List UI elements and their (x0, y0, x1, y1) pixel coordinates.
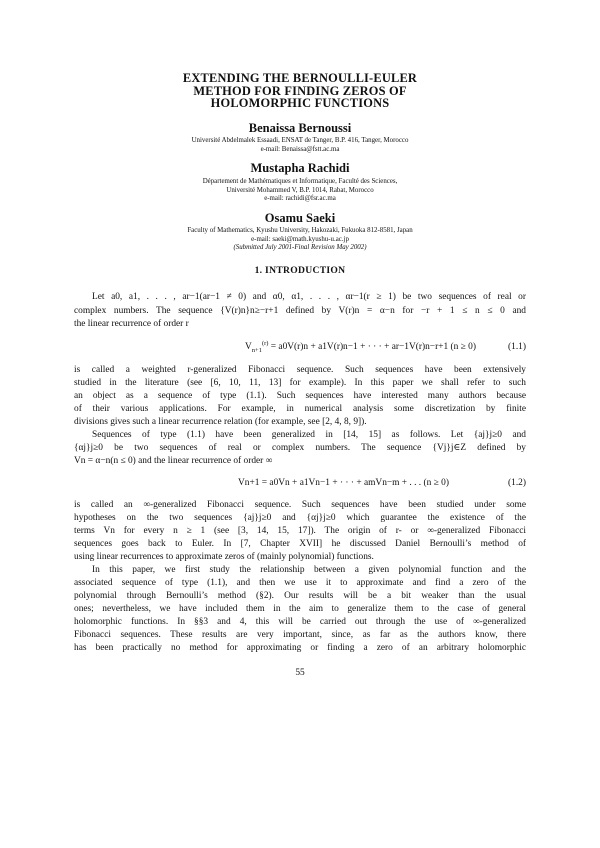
equation-1-1-body: $V_{n+1}^{(r)} = a0V(r)n + a1V(r)n-1$ + · · · + ar−1V(r)n−r+1 (n ≥ 0) (245, 339, 476, 354)
paper-title (100, 72, 500, 110)
p2-line-4: of their various applications. For example, in numerical analysis some discretization by finite (74, 404, 526, 414)
equation-1-2-body: Vn+1 = a0Vn + a1Vn−1 + · · · + amVn−m + . . . (n ≥ 0) (238, 478, 449, 488)
p5-line-5: holomorphic functions. In §§3 and 4, this will be carried out through the use of ∞-generalized (74, 617, 526, 627)
p2-line-2: studied in the literature (see [6, 10, 11, 13] for example). In this paper we shall refer to such (74, 378, 526, 388)
author-email-3: e-mail: saeki@math.kyushu-u.ac.jp (251, 235, 349, 243)
p4-line-2: hypotheses on the two sequences {aj}j≥0 and {αj}j≥0 which guarantee the existence of the (74, 513, 526, 523)
p4-line-4: sequences goes back to Euler. In [7, Chapter XVII] he discussed Daniel Bernoulli’s method of (74, 539, 526, 549)
p1-line-2: complex numbers. The sequence {V(r)n}n≥−r+1 defined by V(r)n = α−n for −r + 1 ≤ n ≤ 0 and (74, 306, 526, 316)
author-affiliation-2 (0, 178, 600, 204)
author-email-1: e-mail: Benaissa@fstt.ac.ma (260, 145, 340, 153)
p4-line-3: terms Vn for every n ≥ 1 (see [3, 14, 15, 17]). The origin of r- or ∞-generalized Fibonacci (74, 526, 526, 536)
p3-line-3: Vn = α−n(n ≤ 0) and the linear recurrence of order ∞ (74, 456, 273, 466)
submission-note: (Submitted July 2001-Final Revision May 2002) (233, 244, 367, 252)
affiliation-line: Université Mohammed V, B.P. 1014, Rabat, Morocco (226, 186, 374, 194)
p5-line-7: has been practically no method for approximating or finding a zero of an arbitrary holomorphic (74, 643, 526, 653)
title-line-2: METHOD FOR FINDING ZEROS OF (193, 83, 407, 98)
author-name-1: Benaissa Bernoussi (248, 121, 352, 135)
p5-line-1: In this paper, we first study the relationship between a given polynomial function and the (92, 565, 526, 575)
equation-1-1-number: (1.1) (508, 342, 526, 352)
affiliation-line: Faculty of Mathematics, Kyushu University, Hakozaki, Fukuoka 812-8581, Japan (187, 227, 413, 234)
p3-line-2: {αj}j≥0 be two sequences of real or complex numbers. The sequence {Vj}j∈Z defined by (74, 443, 526, 453)
equation-1-1-lhs: V (245, 342, 252, 352)
equation-1-1-rhs: = a0V(r)n + a1V(r)n−1 + · · · + ar−1V(r)n−r+1 (n ≥ 0) (270, 342, 476, 352)
p2-line-3: an object as a sequence of type (1.1). Such sequences have interested many authors because (74, 391, 526, 401)
p1-line-3: the linear recurrence of order r (74, 319, 189, 329)
p4-line-5: using linear recurrences to approximate zeros of (mainly polynomial) functions. (74, 552, 374, 562)
p5-line-3: polynomial through Bernoulli’s method (§2). Our results will be a bit weaker than the usual (74, 591, 526, 601)
p1-line-1: Let a0, a1, . . . , ar−1(ar−1 ≠ 0) and α0, α1, . . . , αr−1(r ≥ 1) be two sequences of real or (92, 292, 526, 302)
author-affiliation-3 (0, 227, 600, 253)
p4-line-1: is called an ∞-generalized Fibonacci sequence. Such sequences have been studied under some (74, 500, 526, 510)
author-email-2: e-mail: rachidi@fsr.ac.ma (264, 195, 336, 203)
p2-line-5: divisions gives such a linear recurrence relation (for example, see [2, 4, 8, 9]). (74, 417, 367, 427)
p5-line-2: associated sequence of type (1.1), and then we use it to approximate and find a zero of the (74, 578, 526, 588)
author-affiliation-1 (0, 137, 600, 154)
affiliation-line: Département de Mathématiques et Informatique, Faculté des Sciences, (202, 178, 398, 185)
equation-1-2-number: (1.2) (508, 478, 526, 488)
author-name-3: Osamu Saeki (264, 211, 336, 225)
section-heading: 1. INTRODUCTION (254, 265, 346, 276)
author-name-2: Mustapha Rachidi (250, 161, 350, 175)
affiliation-line: Université Abdelmalek Essaadi, ENSAT de Tanger, B.P. 416, Tanger, Morocco (191, 137, 409, 144)
title-line-3: HOLOMORPHIC FUNCTIONS (210, 96, 390, 111)
p5-line-6: Fibonacci sequences. These results are very important, since, as far as the authors know, there (74, 630, 526, 640)
p5-line-4: ones; nevertheless, we have included them in the aim to generalize them to the case of general (74, 604, 526, 614)
p2-line-1: is called a weighted r-generalized Fibonacci sequence. Such sequences have been extensively (74, 365, 526, 375)
p3-line-1: Sequences of type (1.1) have been generalized in [14, 15] as follows. Let {aj}j≥0 and (92, 430, 526, 440)
page-number: 55 (295, 668, 305, 678)
title-line-1: EXTENDING THE BERNOULLI-EULER (182, 71, 418, 85)
